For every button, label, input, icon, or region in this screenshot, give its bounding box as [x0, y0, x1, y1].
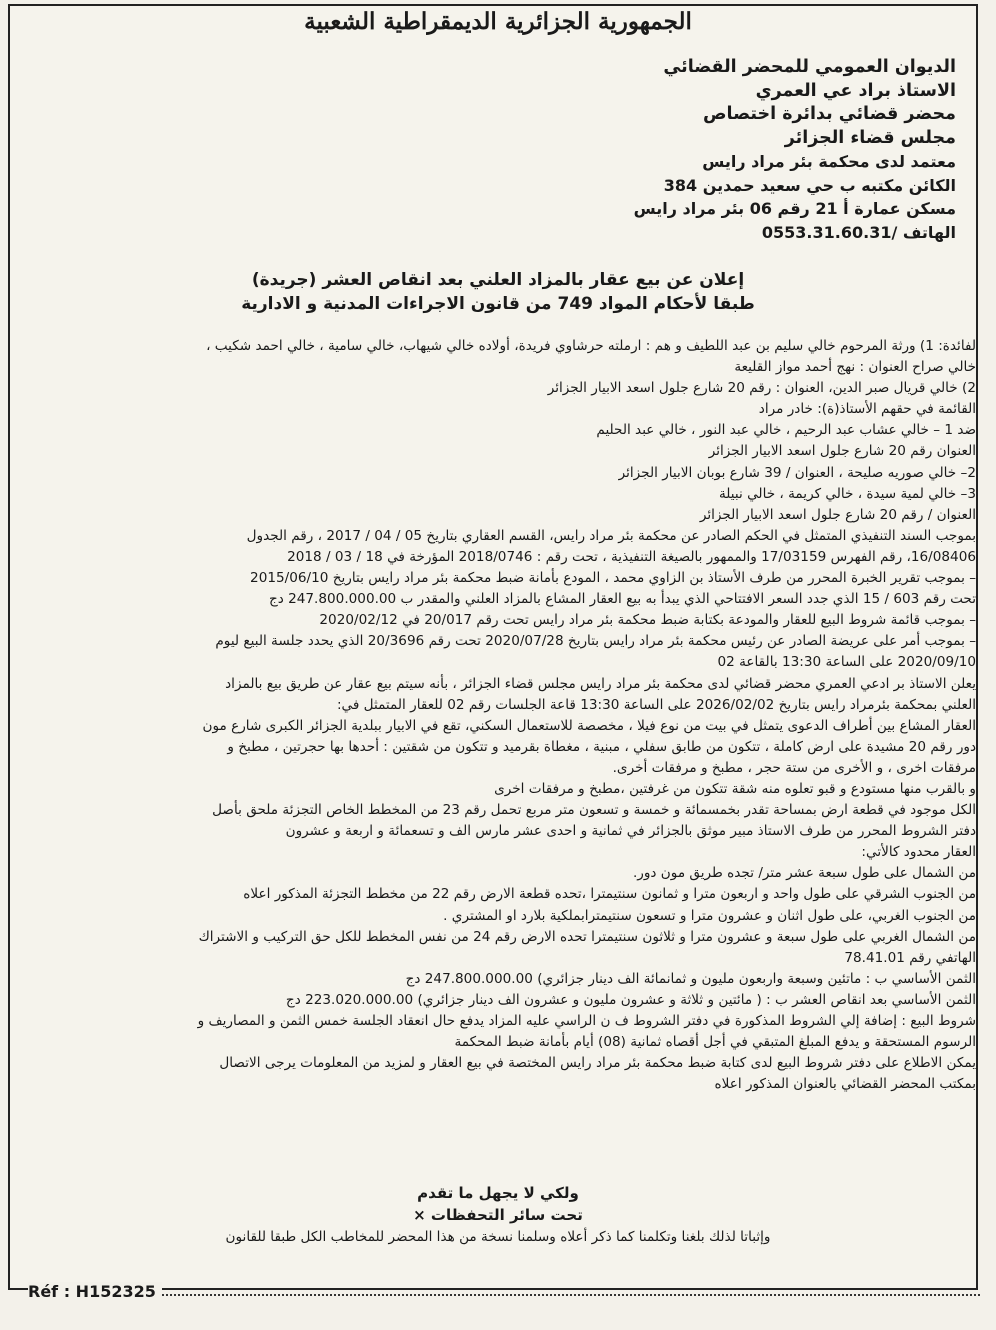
republic-header: الجمهورية الجزائرية الديمقراطية الشعبية — [304, 8, 692, 35]
body-line: الرسوم المستحقة و يدفع المبلغ المتبقي في أجل أقصاه ثمانية (08) أيام بأمانة ضبط المحكمة — [454, 1034, 976, 1051]
office-line: مسكن عمارة أ 21 رقم 06 بئر مراد رايس — [633, 199, 956, 218]
body-line: – بموجب أمر على عريضة الصادر عن رئيس محكمة بئر مراد رايس بتاريخ 2020/07/28 تحت رقم 20/3696 الذي يحدد جلسة البيع ليوم — [215, 633, 976, 650]
body-line: 2– خالي صوريه صليحة ، العنوان / 39 شارع بوبان الابيار الجزائر — [618, 464, 976, 481]
body-line: 2020/09/10 على الساعة 13:30 بالقاعة 02 — [717, 654, 976, 671]
body-line: يمكن الاطلاع على دفتر شروط البيع لدى كتابة ضبط محكمة بئر مراد رايس المختصة في بيع العقار و لمزيد من المعلومات يرجى الاتصال — [219, 1055, 976, 1072]
closing-line: تحت سائر التحفظات × — [413, 1206, 583, 1224]
announcement-title — [0, 268, 996, 316]
body-line: يعلن الاستاذ بر ادعي العمري محضر قضائي لدى محكمة بئر مراد رايس مجلس قضاء الجزائر ، بأنه سيتم بيع عقار عن طريق بيع بالمزاد — [225, 675, 976, 692]
body-line: و بالقرب منها مستودع و قبو تعلوه منه شقة تتكون من غرفتين ،مطبخ و مرفقات اخرى — [494, 780, 976, 797]
reference-dotted-rule — [150, 1294, 980, 1296]
body-line: – بموجب قائمة شروط البيع للعقار والمودعة بكتابة ضبط محكمة بئر مراد رايس تحت رقم 20/017 في 2020/02/12 — [319, 612, 976, 629]
office-line: معتمد لدى محكمة بئر مراد رايس — [702, 152, 956, 171]
body-line: العقار محدود كالأتي: — [861, 844, 976, 861]
reduced-price-line: الثمن الأساسي بعد انقاص العشر ب : ( مائتين و ثلاثة و عشرون مليون و عشرون الف دينار جزائري) 223.020.000.00 دج — [285, 991, 976, 1008]
closing-block — [0, 1182, 996, 1248]
body-line: شروط البيع : إضافة إلي الشروط المذكورة في دفتر الشروط ف ن الراسي عليه المزاد يدفع حال انعقاد الجلسة خمس الثمن و المصاريف و — [197, 1013, 976, 1029]
base-price-line: الثمن الأساسي ب : ماتئين وسبعة واربعون مليون و ثمانمائة الف دينار جزائري) 247.800.000.00 دج — [405, 970, 976, 987]
office-phone: الهاتف /0553.31.60.31 — [761, 222, 956, 242]
body-line: 2) خالي قريال صبر الدين، العنوان : رقم 20 شارع جلول اسعد الابيار الجزائر — [547, 380, 976, 397]
body-line: بموجب السند التنفيذي المتمثل في الحكم الصادر عن محكمة بئر مراد رايس، القسم العقاري بتاريخ 05 / 04 / 2017 ، رقم الجدول — [246, 527, 976, 544]
body-line: دفتر الشروط المحرر من طرف الاستاذ مبير موثق بالجزائر في ثمانية و احدى عشر مارس الف و تسعمائة و اربعة و عشرون — [285, 823, 976, 840]
body-line: العقار المشاع بين أطراف الدعوى يتمثل في بيت من نوع فيلا ، مخصصة للاستعمال السكني، تقع في الابيار ببلدية الجزائر الكبرى شارع مون — [202, 717, 976, 734]
body-line: تحت رقم 603 / 15 الذي جدد السعر الافتتاحي الذي يبدأ به بيع العقار المشاع بالمزاد العلني والمقدر ب 247.800.000.00 دج — [268, 591, 976, 608]
body-line: من الشمال على طول سبعة عشر متر/ تجده طريق مون دور. — [632, 865, 976, 882]
reference-label: Réf : H152325 — [28, 1282, 162, 1301]
body-line: 3– خالي لمية سيدة ، خالي كريمة ، خالي نبيلة — [719, 485, 976, 502]
announcement-body — [14, 336, 976, 1095]
office-line: الديوان العمومي للمحضر القضائي — [663, 57, 956, 77]
body-line: العنوان / رقم 20 شارع جلول اسعد الابيار الجزائر — [699, 506, 976, 523]
body-line: من الجنوب الغربي، على طول اثنان و عشرون مترا و تسعون سنتيمترابملكية بلارد او المشتري . — [443, 907, 976, 924]
reference-footer — [0, 1280, 996, 1310]
body-line: دور رقم 20 مشيدة على ارض كاملة ، تتكون من طابق سفلي ، مبنية ، مغطاة بقرميد و تتكون من شقتين : أحدها بها حجرتين ، مطبخ و — [227, 738, 976, 755]
body-line: 16/08406، رقم الفهرس 17/03159 والممهور بالصيغة التنفيذية ، تحت رقم : 2018/0746 المؤرخة في 18 / 03 / 2018 — [287, 548, 976, 565]
announcement-title-line: إعلان عن بيع عقار بالمزاد العلني بعد انقاص العشر (جريدة) — [251, 270, 745, 290]
office-line: محضر قضائي بدائرة اختصاص — [703, 104, 956, 124]
body-line: – بموجب تقرير الخبرة المحرر من طرف الأستاذ بن الزاوي محمد ، المودع بأمانة ضبط محكمة بئر مراد رايس بتاريخ 2015/06/10 — [250, 570, 976, 587]
office-line: الاستاذ براد عي العمري — [755, 80, 956, 101]
body-line: من الشمال الغربي على طول سبعة و عشرون مترا و ثلاثون سنتيمترا تحده الارض رقم 24 من نفس المخطط للكل حق التركيب و الاشتراك — [198, 928, 976, 945]
office-line: الكائن مكتبه ب حي سعيد حمدين 384 — [663, 175, 956, 195]
body-line: لفائدة: 1) ورثة المرحوم خالي سليم بن عبد اللطيف و هم : ارملته حرشاوي فريدة، أولاده خالي شيهاب، خالي سامية ، خالي احمد شكيب ، — [206, 338, 976, 354]
body-line: بمكتب المحضر القضائي بالعنوان المذكور اعلاه — [714, 1076, 976, 1093]
body-line: القائمة في حقهم الأستاذ(ة): خادر مراد — [758, 401, 976, 418]
office-line: مجلس قضاء الجزائر — [784, 127, 956, 148]
closing-line: ولكي لا يجهل ما تقدم — [417, 1184, 579, 1202]
body-line: ضد 1 – خالي عشاب عبد الرحيم ، خالي عبد النور ، خالي عبد الحليم — [596, 422, 976, 439]
body-line: العلني بمحكمة بئرمراد رايس بتاريخ 2026/02/02 على الساعة 13:30 قاعة الجلسات رقم 02 للعقار المتمثل في: — [336, 696, 976, 713]
body-line: خالي صراح العنوان : نهج أحمد مواز القليعة — [734, 359, 976, 376]
bailiff-office-block — [436, 56, 956, 244]
body-line: العنوان رقم 20 شارع جلول اسعد الابيار الجزائر — [708, 443, 976, 460]
body-line: الهاتفي رقم 78.41.01 — [844, 949, 976, 966]
body-line: مرفقات اخرى ، و الأخرى من ستة حجر ، مطبخ و مرفقات أخرى. — [612, 759, 976, 776]
closing-line: وإثباتا لذلك بلغنا وتكلمنا كما ذكر أعلاه وسلمنا نسخة من هذا المحضر للمخاطب الكل طبقا للقانون — [225, 1229, 771, 1245]
announcement-title-line: طبقا لأحكام المواد 749 من قانون الاجراءات المدنية و الادارية — [241, 294, 755, 314]
body-line: الكل موجود في قطعة ارض بمساحة تقدر بخمسمائة و خمسة و تسعون متر مربع تحمل رقم 23 من المخطط الخاص التجزئة ملحق بأصل — [212, 802, 976, 819]
body-line: من الجنوب الشرقي على طول واحد و اربعون مترا و ثمانون سنتيمترا ،تحده قطعة الارض رقم 22 من مخطط التجزئة المذكور اعلاه — [243, 886, 976, 903]
